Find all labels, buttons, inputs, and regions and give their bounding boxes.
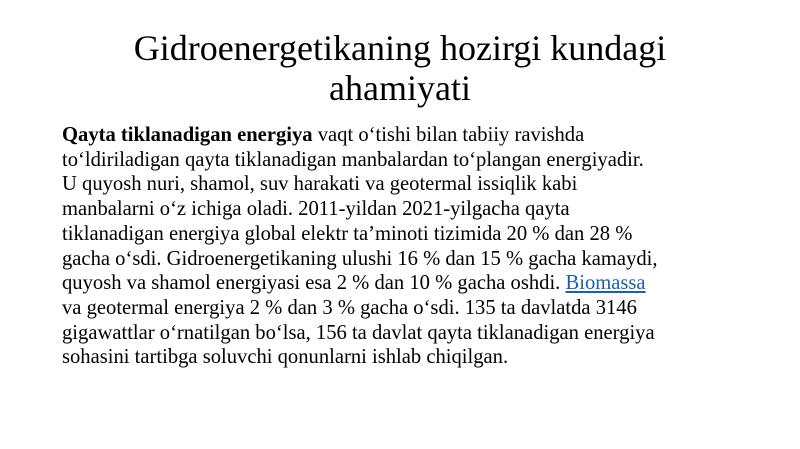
body-line-5: tiklanadigan energiya global elektr ta’minoti tizimida 20 % dan 28 % bbox=[62, 222, 633, 245]
slide-body bbox=[62, 123, 752, 370]
slide-title-line-2: ahamiyati bbox=[329, 68, 471, 108]
body-line-3: U quyosh nuri, shamol, suv harakati va geotermal issiqlik kabi bbox=[62, 173, 578, 196]
body-line-7-text: quyosh va shamol energiyasi esa 2 % dan 10 % gacha oshdi. bbox=[62, 272, 566, 295]
body-line-9: gigawattlar o‘rnatilgan bo‘lsa, 156 ta davlat qayta tiklanadigan energiya bbox=[62, 321, 655, 344]
body-line-6: gacha o‘sdi. Gidroenergetikaning ulushi 16 % dan 15 % gacha kamaydi, bbox=[62, 247, 658, 270]
body-line-7 bbox=[62, 271, 752, 296]
slide-title-line-1: Gidroenergetikaning hozirgi kundagi bbox=[133, 28, 667, 68]
body-line-10: sohasini tartibga soluvchi qonunlarni ishlab chiqilgan. bbox=[62, 346, 509, 369]
slide-title bbox=[60, 28, 740, 108]
body-line-1 bbox=[62, 123, 752, 148]
body-line-4: manbalarni o‘z ichiga oladi. 2011-yildan 2021-yilgacha qayta bbox=[62, 198, 570, 221]
body-lead-term: Qayta tiklanadigan energiya bbox=[62, 124, 313, 146]
body-line-8: va geotermal energiya 2 % dan 3 % gacha o‘sdi. 135 ta davlatda 3146 bbox=[62, 296, 637, 319]
body-line-1-rest: vaqt o‘tishi bilan tabiiy ravishda bbox=[312, 124, 585, 146]
body-line-2: to‘ldiriladigan qayta tiklanadigan manbalardan to‘plangan energiyadir. bbox=[62, 148, 644, 171]
biomassa-link[interactable]: Biomassa bbox=[565, 272, 646, 295]
